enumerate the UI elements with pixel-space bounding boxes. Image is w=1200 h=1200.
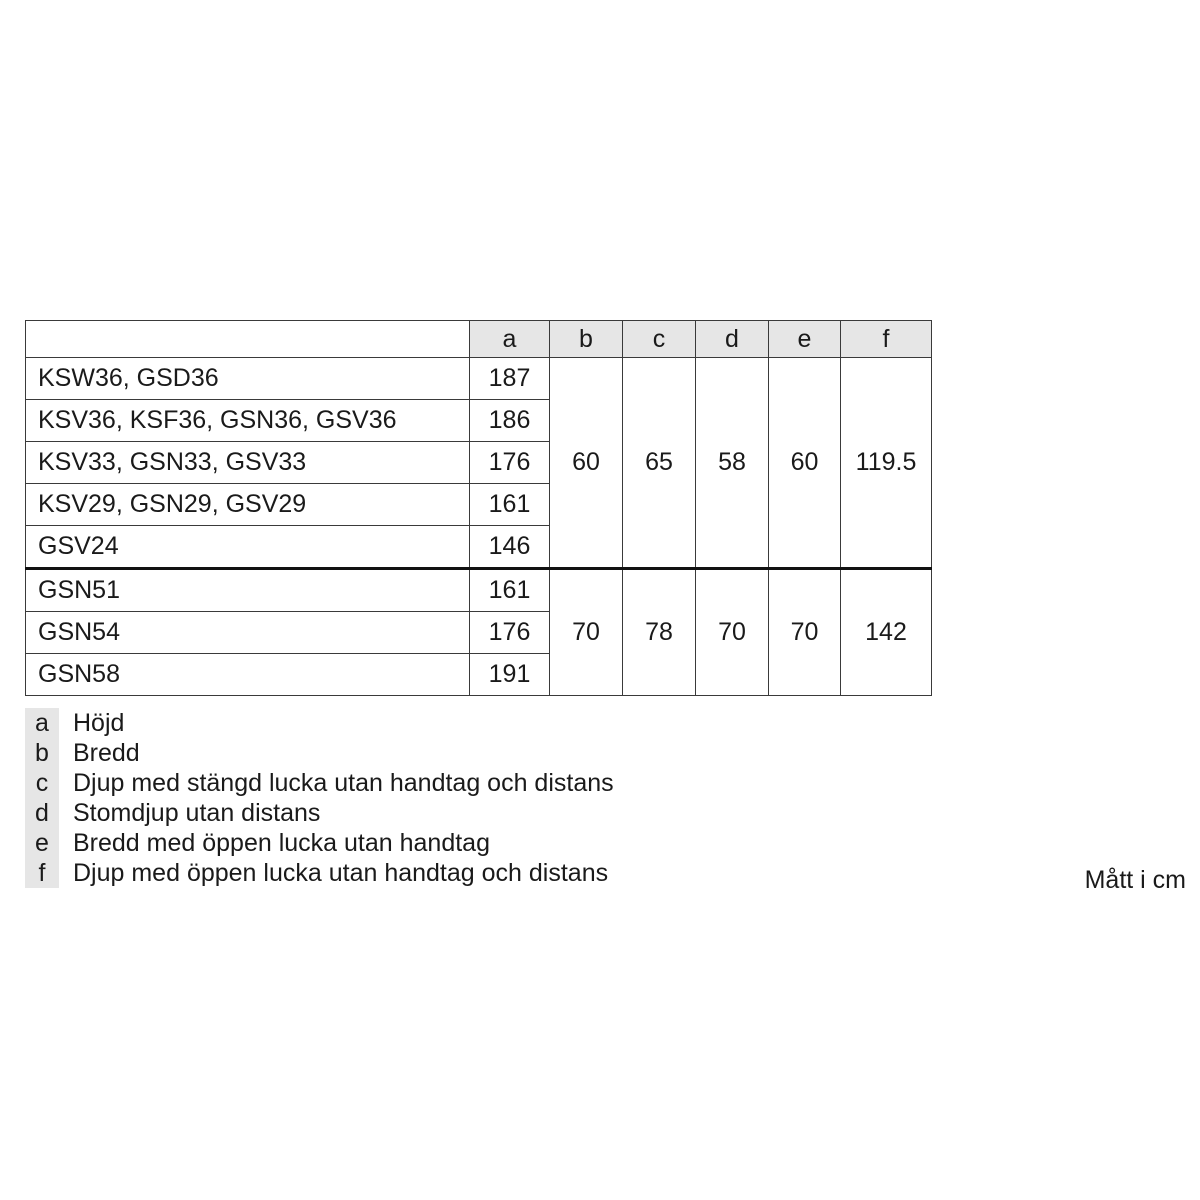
model-cell: GSN54 bbox=[26, 612, 470, 654]
model-cell: KSW36, GSD36 bbox=[26, 358, 470, 400]
model-cell: GSV24 bbox=[26, 526, 470, 569]
depth-open-cell: 119.5 bbox=[841, 358, 932, 569]
legend-key: e bbox=[25, 828, 59, 858]
height-cell: 161 bbox=[470, 484, 550, 526]
depth-open-cell: 142 bbox=[841, 569, 932, 696]
legend bbox=[25, 708, 614, 888]
header-cell-c: c bbox=[623, 321, 696, 358]
header-cell-f: f bbox=[841, 321, 932, 358]
legend-text: Djup med öppen lucka utan handtag och distans bbox=[73, 859, 609, 887]
legend-key: f bbox=[25, 858, 59, 888]
depth-closed-cell: 78 bbox=[623, 569, 696, 696]
legend-key: c bbox=[25, 768, 59, 798]
table-row bbox=[26, 358, 932, 400]
header-cell-d: d bbox=[696, 321, 769, 358]
height-cell: 146 bbox=[470, 526, 550, 569]
model-cell: KSV33, GSN33, GSV33 bbox=[26, 442, 470, 484]
table-row bbox=[26, 569, 932, 612]
width-cell: 70 bbox=[550, 569, 623, 696]
height-cell: 176 bbox=[470, 442, 550, 484]
legend-item bbox=[25, 798, 614, 828]
dimensions-table bbox=[25, 320, 932, 696]
depth-closed-cell: 65 bbox=[623, 358, 696, 569]
model-cell: GSN51 bbox=[26, 569, 470, 612]
width-open-cell: 60 bbox=[769, 358, 841, 569]
legend-text: Djup med stängd lucka utan handtag och distans bbox=[73, 769, 614, 797]
header-cell-a: a bbox=[470, 321, 550, 358]
legend-text: Bredd med öppen lucka utan handtag bbox=[73, 829, 490, 857]
height-cell: 187 bbox=[470, 358, 550, 400]
header-cell-b: b bbox=[550, 321, 623, 358]
legend-item bbox=[25, 828, 614, 858]
legend-key: a bbox=[25, 708, 59, 738]
height-cell: 191 bbox=[470, 654, 550, 696]
height-cell: 161 bbox=[470, 569, 550, 612]
width-cell: 60 bbox=[550, 358, 623, 569]
width-open-cell: 70 bbox=[769, 569, 841, 696]
legend-key: d bbox=[25, 798, 59, 828]
height-cell: 176 bbox=[470, 612, 550, 654]
body-depth-cell: 70 bbox=[696, 569, 769, 696]
legend-text: Bredd bbox=[73, 739, 140, 767]
header-cell-e: e bbox=[769, 321, 841, 358]
height-cell: 186 bbox=[470, 400, 550, 442]
header-corner-cell bbox=[26, 321, 470, 358]
model-cell: GSN58 bbox=[26, 654, 470, 696]
model-cell: KSV29, GSN29, GSV29 bbox=[26, 484, 470, 526]
units-note: Mått i cm bbox=[1084, 866, 1186, 894]
body-depth-cell: 58 bbox=[696, 358, 769, 569]
legend-text: Stomdjup utan distans bbox=[73, 799, 321, 827]
legend-text: Höjd bbox=[73, 709, 125, 737]
table-header-row bbox=[26, 321, 932, 358]
legend-key: b bbox=[25, 738, 59, 768]
model-cell: KSV36, KSF36, GSN36, GSV36 bbox=[26, 400, 470, 442]
legend-item bbox=[25, 858, 614, 888]
legend-item bbox=[25, 738, 614, 768]
legend-item bbox=[25, 708, 614, 738]
legend-item bbox=[25, 768, 614, 798]
